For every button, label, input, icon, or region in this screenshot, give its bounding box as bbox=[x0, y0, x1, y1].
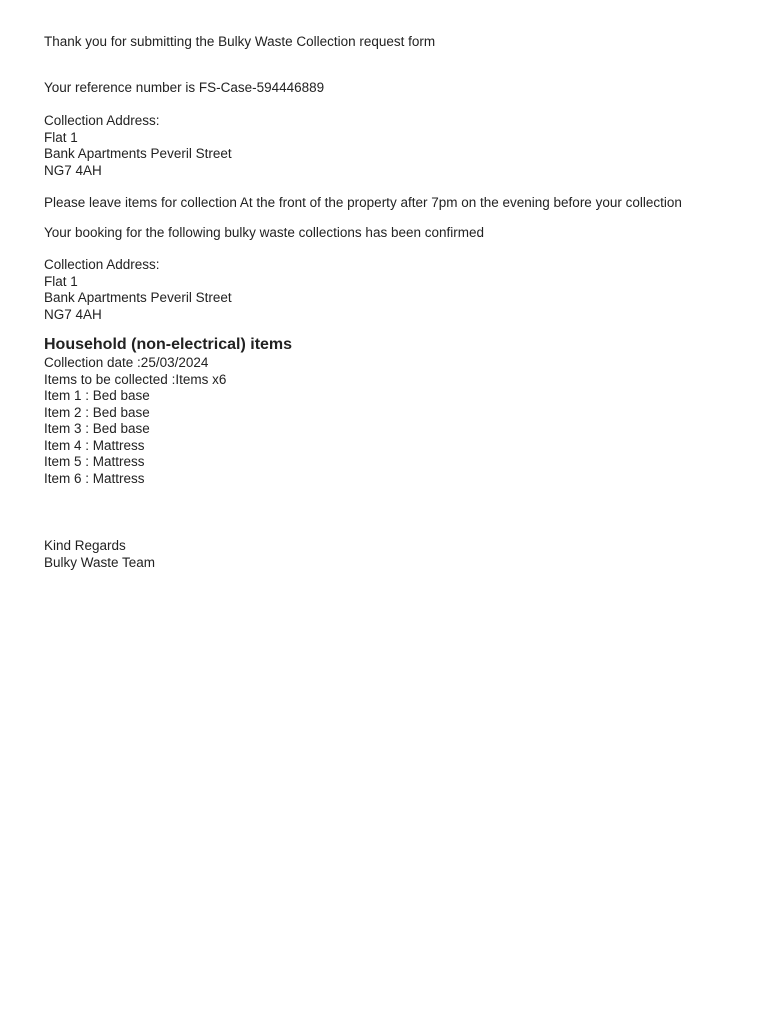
address-postcode: NG7 4AH bbox=[44, 306, 102, 322]
list-item: Item 1 : Bed base bbox=[44, 388, 150, 403]
reference-text: Your reference number is FS-Case-594446889 bbox=[44, 80, 325, 95]
list-item: Item 3 : Bed base bbox=[44, 421, 150, 436]
team-name: Bulky Waste Team bbox=[44, 554, 156, 570]
list-item: Item 5 : Mattress bbox=[44, 454, 145, 469]
list-item: Item 6 : Mattress bbox=[44, 470, 145, 486]
address-line-1: Flat 1 bbox=[44, 273, 78, 289]
signoff bbox=[44, 538, 155, 571]
address-postcode: NG7 4AH bbox=[44, 162, 102, 178]
collection-address-2 bbox=[44, 257, 232, 323]
address-label: Collection Address: bbox=[44, 113, 160, 128]
address-line-2: Bank Apartments Peveril Street bbox=[44, 290, 232, 305]
intro-text: Thank you for submitting the Bulky Waste Collection request form bbox=[44, 34, 436, 49]
address-line-1: Flat 1 bbox=[44, 129, 78, 145]
kind-regards-text: Kind Regards bbox=[44, 538, 126, 553]
confirmation-text: Your booking for the following bulky waste collections has been confirmed bbox=[44, 225, 485, 240]
items-summary: Items to be collected :Items x6 bbox=[44, 371, 227, 387]
instruction-text: Please leave items for collection At the front of the property after 7pm on the evening before your collection bbox=[44, 195, 682, 210]
address-label: Collection Address: bbox=[44, 257, 160, 272]
list-item: Item 2 : Bed base bbox=[44, 404, 150, 420]
household-items-section bbox=[44, 336, 292, 487]
address-line-2: Bank Apartments Peveril Street bbox=[44, 146, 232, 161]
list-item: Item 4 : Mattress bbox=[44, 437, 145, 453]
section-heading: Household (non-electrical) items bbox=[44, 336, 293, 353]
collection-date: Collection date :25/03/2024 bbox=[44, 355, 209, 370]
collection-address-1 bbox=[44, 113, 232, 179]
